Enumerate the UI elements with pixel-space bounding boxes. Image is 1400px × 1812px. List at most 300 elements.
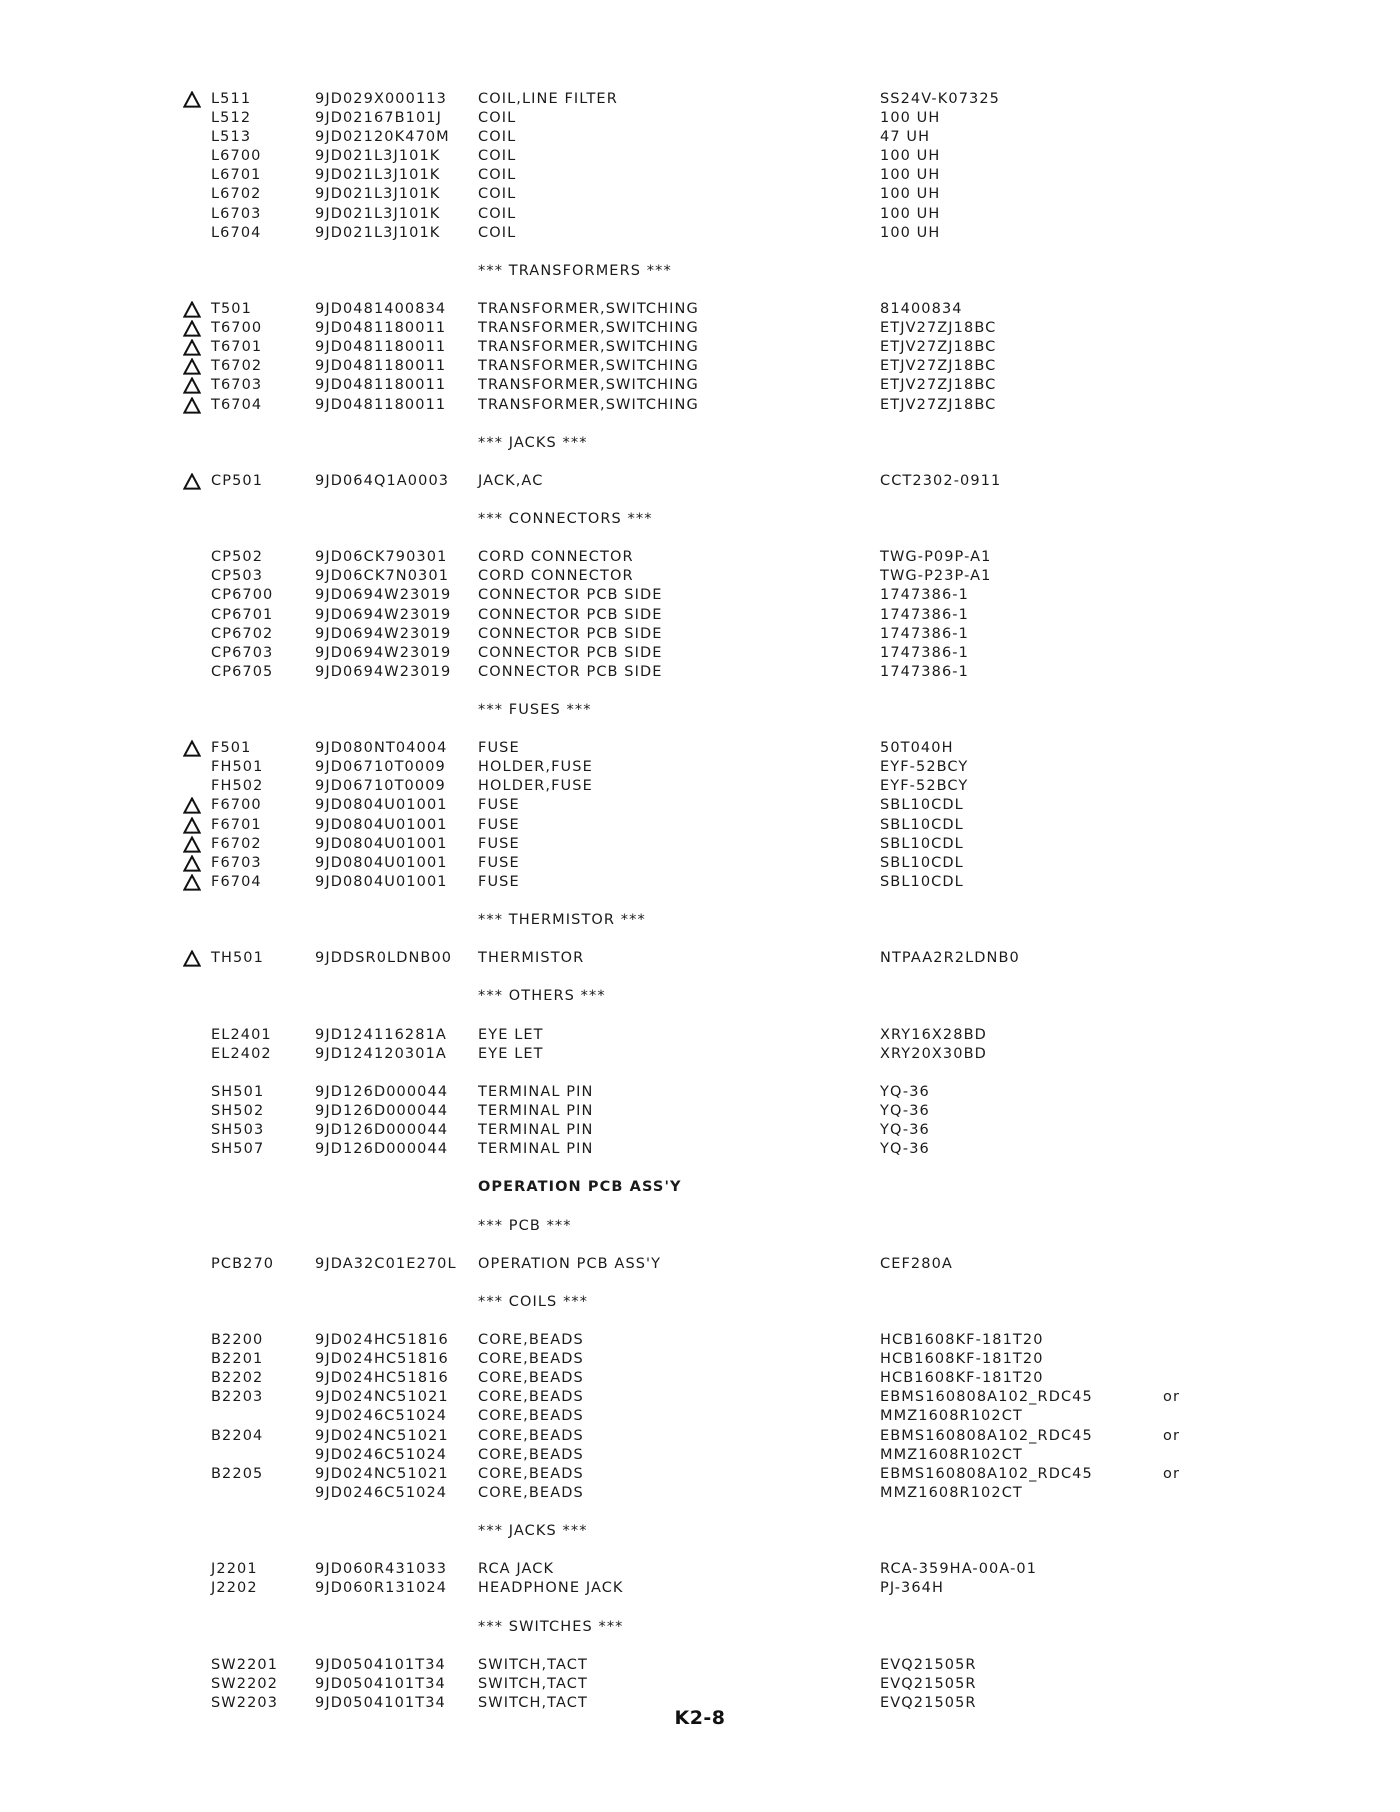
section-header-row: [0, 434, 1400, 453]
section-header-row: [0, 1178, 1400, 1197]
spacer: [0, 1637, 1400, 1656]
part-spec: SBL10CDL: [880, 797, 964, 814]
part-row: [0, 1675, 1400, 1694]
spacer: [0, 1007, 1400, 1026]
part-row: [0, 472, 1400, 491]
ref-number: L513: [211, 129, 252, 146]
ref-number: SH507: [211, 1141, 265, 1158]
part-spec: PJ-364H: [880, 1580, 945, 1597]
part-description: THERMISTOR: [478, 950, 585, 967]
ref-number: SW2201: [211, 1656, 279, 1673]
part-number: 9JD02167B101J: [315, 110, 442, 127]
spacer: [0, 930, 1400, 949]
part-spec: TWG-P09P-A1: [880, 549, 992, 566]
spacer: [0, 281, 1400, 300]
section-header-row: [0, 701, 1400, 720]
section-header-row: [0, 1293, 1400, 1312]
part-number: 9JD126D000044: [315, 1102, 449, 1119]
part-description: FUSE: [478, 797, 520, 814]
part-row: [0, 1388, 1400, 1407]
part-row: [0, 1255, 1400, 1274]
section-header: *** SWITCHES ***: [478, 1618, 624, 1635]
part-row: [0, 644, 1400, 663]
part-number: 9JD0804U01001: [315, 797, 448, 814]
part-number: 9JD021L3J101K: [315, 148, 441, 165]
spacer: [0, 1197, 1400, 1216]
section-header: *** CONNECTORS ***: [478, 511, 653, 528]
part-number: 9JD0694W23019: [315, 606, 452, 623]
ref-number: F6702: [211, 835, 262, 852]
part-row: [0, 1369, 1400, 1388]
warning-triangle-icon: [183, 855, 203, 873]
part-row: [0, 1484, 1400, 1503]
part-description: CORE,BEADS: [478, 1427, 584, 1444]
warning-triangle-icon: [183, 797, 203, 815]
part-description: COIL,LINE FILTER: [478, 91, 618, 107]
spacer: [0, 1274, 1400, 1293]
warning-triangle-icon: [183, 397, 203, 415]
section-header-row: [0, 1618, 1400, 1637]
ref-number: F501: [211, 740, 252, 757]
spacer: [0, 529, 1400, 548]
part-number: 9JD02120K470M: [315, 129, 450, 146]
part-description: TRANSFORMER,SWITCHING: [478, 339, 699, 356]
part-number: 9JD0481400834: [315, 301, 447, 318]
ref-number: T6703: [211, 377, 263, 394]
section-header: *** JACKS ***: [478, 1523, 588, 1540]
part-description: COIL: [478, 148, 517, 165]
ref-number: B2200: [211, 1332, 264, 1349]
part-row: [0, 777, 1400, 796]
spacer: [0, 415, 1400, 434]
ref-number: J2201: [211, 1561, 258, 1578]
part-description: FUSE: [478, 835, 520, 852]
part-row: [0, 338, 1400, 357]
part-spec: EBMS160808A102_RDC45: [880, 1389, 1093, 1406]
ref-number: F6701: [211, 816, 262, 833]
part-description: TERMINAL PIN: [478, 1141, 594, 1158]
section-header-row: [0, 1217, 1400, 1236]
part-description: CONNECTOR PCB SIDE: [478, 606, 663, 623]
part-row: [0, 758, 1400, 777]
part-row: [0, 835, 1400, 854]
section-header: *** COILS ***: [478, 1293, 589, 1310]
part-number: 9JD0481180011: [315, 339, 447, 356]
part-number: 9JD06710T0009: [315, 759, 446, 776]
spacer: [0, 682, 1400, 701]
part-spec: MMZ1608R102CT: [880, 1484, 1023, 1501]
part-spec: 50T040H: [880, 740, 954, 757]
part-row: [0, 1579, 1400, 1598]
part-description: TERMINAL PIN: [478, 1083, 594, 1100]
part-spec: CCT2302-0911: [880, 472, 1002, 489]
spacer: [0, 1159, 1400, 1178]
section-header-row: [0, 987, 1400, 1006]
part-description: EYE LET: [478, 1026, 544, 1043]
section-header: *** TRANSFORMERS ***: [478, 262, 672, 279]
part-spec: ETJV27ZJ18BC: [880, 320, 997, 337]
ref-number: L6700: [211, 148, 262, 165]
part-number: 9JDA32C01E270L: [315, 1255, 457, 1272]
ref-number: B2202: [211, 1370, 264, 1387]
part-number: 9JD0246C51024: [315, 1446, 448, 1463]
part-spec: 81400834: [880, 301, 963, 318]
part-number: 9JD0804U01001: [315, 873, 448, 890]
part-spec: MMZ1608R102CT: [880, 1446, 1023, 1463]
spacer: [0, 720, 1400, 739]
part-row: [0, 949, 1400, 968]
part-description: COIL: [478, 224, 517, 241]
ref-number: L512: [211, 110, 252, 127]
ref-number: SW2202: [211, 1675, 279, 1692]
ref-number: T6702: [211, 358, 263, 375]
part-number: 9JD0694W23019: [315, 625, 452, 642]
part-description: CORD CONNECTOR: [478, 568, 634, 585]
section-header: *** PCB ***: [478, 1217, 572, 1234]
spacer: [0, 968, 1400, 987]
part-description: CORE,BEADS: [478, 1370, 584, 1387]
part-spec: 1747386-1: [880, 625, 969, 642]
part-description: HOLDER,FUSE: [478, 759, 593, 776]
part-number: 9JD0246C51024: [315, 1484, 448, 1501]
part-row: [0, 357, 1400, 376]
part-description: RCA JACK: [478, 1561, 555, 1578]
part-description: HOLDER,FUSE: [478, 778, 593, 795]
part-row: [0, 1026, 1400, 1045]
part-number: 9JD021L3J101K: [315, 167, 441, 184]
part-row: [0, 1465, 1400, 1484]
part-description: CONNECTOR PCB SIDE: [478, 587, 663, 604]
ref-number: B2205: [211, 1465, 264, 1482]
part-number: 9JD024NC51021: [315, 1427, 449, 1444]
part-number: 9JD06CK7N0301: [315, 568, 450, 585]
part-description: TRANSFORMER,SWITCHING: [478, 358, 699, 375]
part-row: [0, 300, 1400, 319]
parts-list: [0, 90, 1400, 1713]
part-spec: TWG-P23P-A1: [880, 568, 992, 585]
part-description: SWITCH,TACT: [478, 1656, 588, 1673]
part-description: CORD CONNECTOR: [478, 549, 634, 566]
spacer: [0, 1236, 1400, 1255]
part-number: 9JD0694W23019: [315, 587, 452, 604]
ref-number: SH501: [211, 1083, 265, 1100]
part-row: [0, 663, 1400, 682]
ref-number: T6704: [211, 396, 263, 413]
spacer: [0, 243, 1400, 262]
part-description: HEADPHONE JACK: [478, 1580, 624, 1597]
part-description: COIL: [478, 186, 517, 203]
part-spec: 100 UH: [880, 167, 941, 184]
warning-triangle-icon: [183, 874, 203, 892]
part-spec: EVQ21505R: [880, 1656, 977, 1673]
part-spec: 100 UH: [880, 205, 941, 222]
part-number: 9JD029X000113: [315, 91, 447, 107]
part-number: 9JD024HC51816: [315, 1351, 449, 1368]
part-spec: XRY16X28BD: [880, 1026, 987, 1043]
part-row: [0, 548, 1400, 567]
part-spec: ETJV27ZJ18BC: [880, 358, 997, 375]
part-spec: NTPAA2R2LDNB0: [880, 950, 1020, 967]
part-spec: YQ-36: [880, 1102, 930, 1119]
part-description: COIL: [478, 129, 517, 146]
part-description: TRANSFORMER,SWITCHING: [478, 396, 699, 413]
part-description: FUSE: [478, 873, 520, 890]
part-number: 9JD0481180011: [315, 358, 447, 375]
alternate-note: or: [1163, 1427, 1181, 1444]
part-number: 9JD0504101T34: [315, 1675, 446, 1692]
part-spec: ETJV27ZJ18BC: [880, 377, 997, 394]
ref-number: CP6700: [211, 587, 274, 604]
part-spec: EBMS160808A102_RDC45: [880, 1465, 1093, 1482]
part-row: [0, 185, 1400, 204]
part-row: [0, 1083, 1400, 1102]
ref-number: SH502: [211, 1102, 265, 1119]
part-row: [0, 109, 1400, 128]
part-row: [0, 1045, 1400, 1064]
section-header: *** OTHERS ***: [478, 988, 606, 1005]
part-number: 9JD124120301A: [315, 1045, 447, 1062]
part-row: [0, 1427, 1400, 1446]
ref-number: T6701: [211, 339, 263, 356]
section-header: *** FUSES ***: [478, 702, 592, 718]
part-row: [0, 205, 1400, 224]
part-number: 9JD0804U01001: [315, 835, 448, 852]
part-description: TRANSFORMER,SWITCHING: [478, 301, 699, 318]
part-description: SWITCH,TACT: [478, 1694, 588, 1711]
ref-number: F6704: [211, 873, 262, 890]
part-row: [0, 1102, 1400, 1121]
part-number: 9JD0481180011: [315, 396, 447, 413]
part-spec: YQ-36: [880, 1083, 930, 1100]
part-number: 9JD024NC51021: [315, 1389, 449, 1406]
warning-triangle-icon: [183, 339, 203, 357]
part-spec: HCB1608KF-181T20: [880, 1370, 1044, 1387]
part-row: [0, 586, 1400, 605]
part-spec: YQ-36: [880, 1122, 930, 1139]
part-spec: ETJV27ZJ18BC: [880, 339, 997, 356]
part-spec: 100 UH: [880, 224, 941, 241]
part-number: 9JDDSR0LDNB00: [315, 950, 453, 967]
part-number: 9JD021L3J101K: [315, 224, 441, 241]
part-row: [0, 1656, 1400, 1675]
section-header-row: [0, 262, 1400, 281]
part-description: COIL: [478, 110, 517, 127]
ref-number: SH503: [211, 1122, 265, 1139]
part-description: CORE,BEADS: [478, 1446, 584, 1463]
ref-number: L6703: [211, 205, 262, 222]
part-description: COIL: [478, 167, 517, 184]
part-description: CORE,BEADS: [478, 1484, 584, 1501]
ref-number: FH501: [211, 759, 264, 776]
ref-number: F6703: [211, 854, 262, 871]
part-description: SWITCH,TACT: [478, 1675, 588, 1692]
part-number: 9JD0804U01001: [315, 816, 448, 833]
spacer: [0, 1598, 1400, 1617]
part-description: CORE,BEADS: [478, 1389, 584, 1406]
ref-number: CP503: [211, 568, 264, 585]
part-number: 9JD06CK790301: [315, 549, 448, 566]
ref-number: EL2402: [211, 1045, 272, 1062]
ref-number: L511: [211, 91, 252, 107]
part-description: EYE LET: [478, 1045, 544, 1062]
part-number: 9JD06710T0009: [315, 778, 446, 795]
alternate-note: or: [1163, 1389, 1181, 1406]
part-number: 9JD024HC51816: [315, 1332, 449, 1349]
part-row: [0, 606, 1400, 625]
part-number: 9JD0504101T34: [315, 1656, 446, 1673]
part-number: 9JD021L3J101K: [315, 186, 441, 203]
part-row: [0, 1331, 1400, 1350]
ref-number: F6700: [211, 797, 262, 814]
part-description: TERMINAL PIN: [478, 1122, 594, 1139]
part-number: 9JD060R431033: [315, 1561, 448, 1578]
part-number: 9JD126D000044: [315, 1083, 449, 1100]
ref-number: CP6705: [211, 663, 274, 680]
warning-triangle-icon: [183, 91, 203, 109]
spacer: [0, 491, 1400, 510]
spacer: [0, 1503, 1400, 1522]
part-row: [0, 376, 1400, 395]
part-row: [0, 625, 1400, 644]
part-row: [0, 1350, 1400, 1369]
part-number: 9JD021L3J101K: [315, 205, 441, 222]
part-row: [0, 90, 1400, 109]
spacer: [0, 1312, 1400, 1331]
part-spec: CEF280A: [880, 1255, 953, 1272]
ref-number: L6702: [211, 186, 262, 203]
part-spec: HCB1608KF-181T20: [880, 1351, 1044, 1368]
part-spec: EYF-52BCY: [880, 778, 969, 795]
part-spec: SBL10CDL: [880, 816, 964, 833]
spacer: [0, 1541, 1400, 1560]
ref-number: FH502: [211, 778, 264, 795]
part-spec: EYF-52BCY: [880, 759, 969, 776]
part-description: CORE,BEADS: [478, 1332, 584, 1349]
part-spec: 100 UH: [880, 186, 941, 203]
warning-triangle-icon: [183, 950, 203, 968]
ref-number: SW2203: [211, 1694, 279, 1711]
part-spec: 1747386-1: [880, 587, 969, 604]
part-number: 9JD0481180011: [315, 320, 447, 337]
ref-number: L6704: [211, 224, 262, 241]
part-spec: SBL10CDL: [880, 835, 964, 852]
part-row: [0, 873, 1400, 892]
part-spec: SBL10CDL: [880, 854, 964, 871]
part-row: [0, 796, 1400, 815]
part-spec: EVQ21505R: [880, 1675, 977, 1692]
part-spec: 100 UH: [880, 148, 941, 165]
part-row: [0, 1560, 1400, 1579]
part-row: [0, 1140, 1400, 1159]
section-header-row: [0, 911, 1400, 930]
part-number: 9JD124116281A: [315, 1026, 447, 1043]
part-row: [0, 396, 1400, 415]
warning-triangle-icon: [183, 473, 203, 491]
part-spec: 1747386-1: [880, 606, 969, 623]
part-spec: 100 UH: [880, 110, 941, 127]
part-row: [0, 1121, 1400, 1140]
spacer: [0, 1064, 1400, 1083]
warning-triangle-icon: [183, 817, 203, 835]
part-row: [0, 739, 1400, 758]
page-number: K2-8: [674, 1707, 726, 1729]
part-description: CORE,BEADS: [478, 1408, 584, 1425]
part-number: 9JD0504101T34: [315, 1694, 446, 1711]
part-spec: RCA-359HA-00A-01: [880, 1561, 1038, 1578]
part-row: [0, 128, 1400, 147]
part-spec: XRY20X30BD: [880, 1045, 987, 1062]
ref-number: B2203: [211, 1389, 264, 1406]
part-description: TRANSFORMER,SWITCHING: [478, 377, 699, 394]
part-row: [0, 224, 1400, 243]
section-header-row: [0, 510, 1400, 529]
part-row: [0, 1407, 1400, 1426]
part-description: CONNECTOR PCB SIDE: [478, 644, 663, 661]
section-header: *** JACKS ***: [478, 434, 588, 451]
part-description: COIL: [478, 205, 517, 222]
part-number: 9JD024HC51816: [315, 1370, 449, 1387]
ref-number: B2204: [211, 1427, 264, 1444]
part-number: 9JD126D000044: [315, 1122, 449, 1139]
part-description: TRANSFORMER,SWITCHING: [478, 320, 699, 337]
part-description: CORE,BEADS: [478, 1351, 584, 1368]
ref-number: T501: [211, 301, 252, 318]
part-description: CORE,BEADS: [478, 1465, 584, 1482]
part-row: [0, 319, 1400, 338]
ref-number: CP6703: [211, 644, 274, 661]
ref-number: CP6702: [211, 625, 274, 642]
part-number: 9JD060R131024: [315, 1580, 448, 1597]
ref-number: CP501: [211, 472, 264, 489]
part-spec: SBL10CDL: [880, 873, 964, 890]
part-description: CONNECTOR PCB SIDE: [478, 663, 663, 680]
part-row: [0, 166, 1400, 185]
part-number: 9JD126D000044: [315, 1141, 449, 1158]
warning-triangle-icon: [183, 358, 203, 376]
part-row: [0, 147, 1400, 166]
ref-number: T6700: [211, 320, 263, 337]
part-row: [0, 567, 1400, 586]
part-number: 9JD0804U01001: [315, 854, 448, 871]
warning-triangle-icon: [183, 740, 203, 758]
ref-number: CP6701: [211, 606, 274, 623]
part-row: [0, 816, 1400, 835]
ref-number: TH501: [211, 950, 264, 967]
spacer: [0, 453, 1400, 472]
ref-number: B2201: [211, 1351, 264, 1368]
part-number: 9JD0694W23019: [315, 663, 452, 680]
part-description: FUSE: [478, 854, 520, 871]
part-number: 9JD0694W23019: [315, 644, 452, 661]
warning-triangle-icon: [183, 301, 203, 319]
part-spec: ETJV27ZJ18BC: [880, 396, 997, 413]
assembly-title: OPERATION PCB ASS'Y: [478, 1179, 682, 1196]
part-spec: 1747386-1: [880, 663, 969, 680]
section-header-row: [0, 1522, 1400, 1541]
part-description: JACK,AC: [478, 472, 544, 489]
warning-triangle-icon: [183, 836, 203, 854]
part-spec: HCB1608KF-181T20: [880, 1332, 1044, 1349]
part-spec: 47 UH: [880, 129, 931, 146]
part-row: [0, 854, 1400, 873]
ref-number: PCB270: [211, 1255, 275, 1272]
part-spec: YQ-36: [880, 1141, 930, 1158]
part-number: 9JD024NC51021: [315, 1465, 449, 1482]
part-spec: EBMS160808A102_RDC45: [880, 1427, 1093, 1444]
alternate-note: or: [1163, 1465, 1181, 1482]
warning-triangle-icon: [183, 320, 203, 338]
part-spec: 1747386-1: [880, 644, 969, 661]
